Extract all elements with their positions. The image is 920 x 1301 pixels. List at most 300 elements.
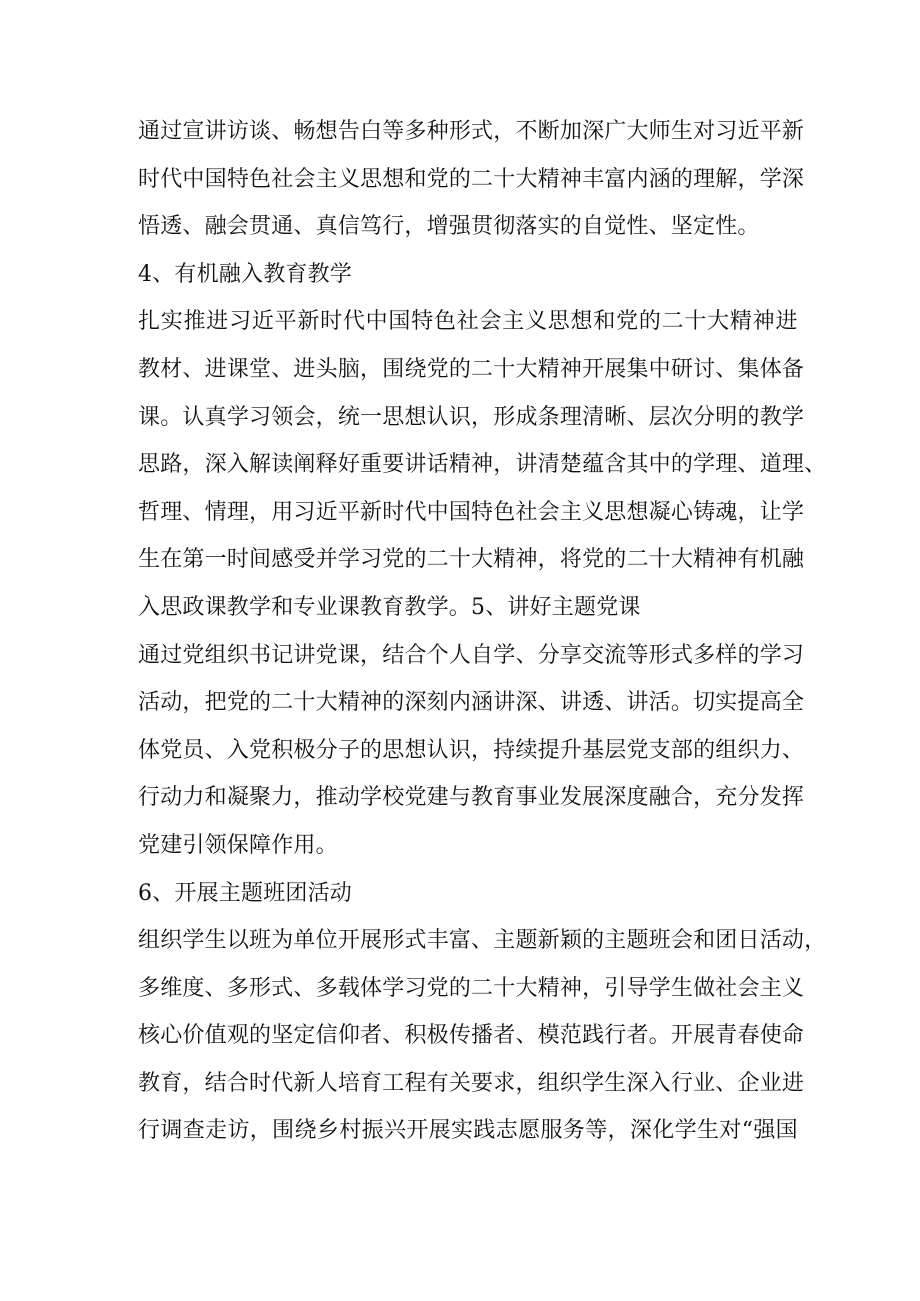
text-glyph: 领 bbox=[271, 404, 294, 430]
text-glyph: 涵 bbox=[471, 690, 494, 716]
text-glyph: 社 bbox=[456, 309, 479, 335]
text-glyph: 义 bbox=[525, 309, 548, 335]
text-glyph: 二 bbox=[471, 975, 494, 1001]
text-glyph: 时 bbox=[249, 1070, 272, 1096]
text-glyph: 释 bbox=[315, 452, 338, 478]
text-glyph: 业 bbox=[759, 1070, 782, 1096]
text-glyph: 教 bbox=[759, 404, 782, 430]
text-glyph: ， bbox=[182, 1070, 205, 1096]
text-glyph: 含 bbox=[604, 452, 627, 478]
text-glyph: 深 bbox=[515, 690, 538, 716]
text-glyph: 理 bbox=[226, 499, 250, 525]
text-glyph: 加 bbox=[559, 119, 583, 144]
text-glyph: 神 bbox=[360, 690, 383, 716]
text-glyph: 社 bbox=[515, 499, 538, 525]
text-glyph: 结 bbox=[204, 1070, 227, 1096]
text-glyph: 围 bbox=[382, 356, 405, 382]
text-glyph: 分 bbox=[537, 642, 560, 668]
text-glyph: 神 bbox=[559, 975, 583, 1001]
text-glyph: 的 bbox=[249, 690, 272, 716]
text-glyph: 多 bbox=[138, 975, 161, 1001]
text-glyph: 力 bbox=[759, 737, 782, 763]
text-glyph: 积 bbox=[404, 1023, 427, 1049]
text-glyph: 的 bbox=[249, 1023, 272, 1049]
text-glyph: 访 bbox=[227, 1118, 250, 1144]
text-glyph: 和 bbox=[404, 166, 427, 192]
text-glyph: 生 bbox=[138, 547, 161, 573]
text-glyph: 。 bbox=[648, 1023, 671, 1049]
text-glyph: 进 bbox=[781, 1070, 805, 1096]
text-glyph: 挥 bbox=[781, 785, 805, 811]
text-glyph: 颖 bbox=[559, 928, 583, 954]
text-glyph: 主 bbox=[604, 928, 627, 954]
text-glyph: 企 bbox=[737, 1070, 760, 1096]
text-glyph: 人 bbox=[448, 642, 472, 668]
text-glyph: 展 bbox=[360, 928, 383, 954]
text-glyph: 生 bbox=[696, 1118, 720, 1144]
text-glyph: 式 bbox=[404, 928, 427, 954]
text-glyph: 习 bbox=[781, 642, 805, 668]
text-glyph: 学 bbox=[674, 1118, 697, 1144]
text-glyph: 式 bbox=[670, 642, 694, 668]
text-glyph: 十 bbox=[493, 166, 516, 192]
text-glyph: 形 bbox=[448, 119, 472, 144]
text-glyph: 续 bbox=[515, 737, 538, 763]
text-glyph: 行 bbox=[138, 1118, 161, 1144]
text-glyph: 话 bbox=[426, 452, 449, 478]
text-glyph: 动 bbox=[160, 785, 183, 811]
text-glyph: 动 bbox=[781, 928, 805, 954]
text-glyph: ， bbox=[471, 404, 494, 430]
text-glyph: 铸 bbox=[693, 499, 716, 525]
text-glyph: 谈 bbox=[249, 119, 272, 144]
text-glyph: 入 bbox=[226, 452, 250, 478]
text-glyph: 查 bbox=[182, 1118, 205, 1144]
text-glyph: 会 bbox=[737, 975, 760, 1001]
text-glyph: 入 bbox=[648, 1070, 671, 1096]
text-glyph: 多 bbox=[226, 975, 250, 1001]
text-glyph: 宣 bbox=[182, 119, 205, 144]
text-glyph: 务 bbox=[562, 1118, 586, 1144]
text-glyph: 命 bbox=[781, 1023, 805, 1049]
text-glyph: 党 bbox=[315, 642, 338, 668]
text-glyph: 材 bbox=[160, 356, 183, 382]
text-glyph: 想 bbox=[626, 499, 649, 525]
text-glyph: 的 bbox=[360, 737, 383, 763]
text-glyph: 基 bbox=[582, 737, 605, 763]
text-glyph: 范 bbox=[559, 1023, 583, 1049]
text-line bbox=[138, 156, 805, 204]
text-glyph: 深 bbox=[604, 785, 627, 811]
text-glyph: 融 bbox=[781, 547, 805, 573]
text-glyph: 中 bbox=[365, 309, 388, 335]
text-glyph: 通 bbox=[138, 119, 161, 144]
text-glyph: 分 bbox=[737, 785, 760, 811]
text-glyph: 进 bbox=[775, 309, 798, 335]
text-glyph: 第 bbox=[182, 547, 205, 573]
text-glyph: 发 bbox=[559, 785, 583, 811]
text-glyph: 层 bbox=[604, 737, 627, 763]
text-glyph: 党 bbox=[182, 642, 205, 668]
text-glyph: 服 bbox=[540, 1118, 563, 1144]
text-glyph: 、 bbox=[515, 1023, 538, 1049]
text-glyph: 做 bbox=[693, 975, 716, 1001]
text-glyph: 实 bbox=[451, 1118, 474, 1144]
text-glyph: 课 bbox=[138, 404, 161, 430]
text-glyph: 员 bbox=[182, 737, 205, 763]
text-glyph: ， bbox=[737, 499, 760, 525]
text-glyph: 等 bbox=[382, 119, 405, 144]
text-glyph: 推 bbox=[183, 309, 206, 335]
text-glyph: 十 bbox=[293, 690, 316, 716]
text-glyph: 精 bbox=[493, 547, 516, 573]
text-glyph: 动 bbox=[160, 690, 183, 716]
text-glyph: 社 bbox=[715, 975, 738, 1001]
text-glyph: 和 bbox=[204, 785, 227, 811]
text-glyph: 切 bbox=[693, 690, 716, 716]
text-glyph: 展 bbox=[604, 356, 627, 382]
text-glyph: 过 bbox=[160, 642, 183, 668]
text-glyph: 形 bbox=[493, 404, 516, 430]
text-glyph: 色 bbox=[249, 166, 272, 192]
text-glyph: 心 bbox=[670, 499, 694, 525]
text-glyph: 组 bbox=[204, 642, 227, 668]
text-glyph: 等 bbox=[626, 642, 649, 668]
text-glyph: 教 bbox=[138, 1070, 161, 1096]
text-glyph: 精 bbox=[337, 690, 361, 716]
text-glyph: 认 bbox=[182, 404, 205, 430]
text-glyph: 多 bbox=[404, 119, 427, 144]
text-glyph: 学 bbox=[759, 166, 782, 192]
text-glyph: 、 bbox=[471, 928, 494, 954]
text-glyph: 代 bbox=[342, 309, 366, 335]
text-glyph: 时 bbox=[138, 166, 161, 192]
text-glyph: 传 bbox=[448, 1023, 472, 1049]
text-glyph: 国 bbox=[388, 309, 411, 335]
text-glyph: 代 bbox=[160, 166, 183, 192]
text-glyph: 形 bbox=[648, 642, 671, 668]
text-glyph: 高 bbox=[759, 690, 782, 716]
text-glyph: 思 bbox=[604, 499, 627, 525]
text-glyph: 次 bbox=[670, 404, 694, 430]
text-glyph: 合 bbox=[670, 785, 694, 811]
text-glyph: 刻 bbox=[426, 690, 449, 716]
text-glyph: 学 bbox=[360, 785, 383, 811]
text-glyph: 求 bbox=[493, 1070, 516, 1096]
text-glyph: 统 bbox=[337, 404, 361, 430]
text-glyph: 维 bbox=[160, 975, 183, 1001]
text-glyph: 清 bbox=[582, 404, 605, 430]
text-glyph: 认 bbox=[426, 404, 449, 430]
text-glyph: 学 bbox=[182, 928, 205, 954]
text-glyph: 会 bbox=[670, 928, 694, 954]
text-glyph: 工 bbox=[382, 1070, 405, 1096]
text-glyph: 特 bbox=[226, 166, 250, 192]
text-glyph: 进 bbox=[206, 309, 229, 335]
text-glyph: 丰 bbox=[582, 166, 605, 192]
text-glyph: 新 bbox=[781, 119, 805, 144]
text-glyph: ， bbox=[249, 1118, 272, 1144]
text-glyph: 近 bbox=[251, 309, 275, 335]
text-glyph: 代 bbox=[404, 499, 427, 525]
text-glyph: 织 bbox=[559, 1070, 583, 1096]
text-glyph: 生 bbox=[204, 928, 227, 954]
text-glyph: 大 bbox=[515, 166, 538, 192]
text-line bbox=[138, 394, 805, 442]
text-glyph: 的 bbox=[693, 737, 716, 763]
text-glyph: 春 bbox=[737, 1023, 760, 1049]
text-glyph: 近 bbox=[315, 499, 338, 525]
text-glyph: 受 bbox=[293, 547, 316, 573]
text-glyph: 学 bbox=[582, 1070, 605, 1096]
text-glyph: 一 bbox=[360, 404, 383, 430]
text-glyph: 明 bbox=[715, 404, 738, 430]
text-glyph: 、 bbox=[204, 737, 227, 763]
text-glyph: 一 bbox=[204, 547, 227, 573]
text-glyph: 十 bbox=[648, 547, 671, 573]
text-glyph: 力 bbox=[271, 785, 294, 811]
text-glyph: 的 bbox=[670, 452, 694, 478]
text-glyph: 大 bbox=[515, 356, 538, 382]
text-glyph: 思 bbox=[360, 166, 383, 192]
text-glyph: ， bbox=[360, 356, 383, 382]
text-glyph: 度 bbox=[182, 975, 205, 1001]
text-glyph: 让 bbox=[759, 499, 782, 525]
text-glyph: 代 bbox=[271, 1070, 294, 1096]
text-glyph: ， bbox=[493, 119, 516, 144]
text-glyph: 主 bbox=[559, 499, 583, 525]
text-glyph: 二 bbox=[271, 690, 294, 716]
text-line bbox=[138, 489, 805, 537]
text-glyph: 。 bbox=[160, 404, 183, 430]
text-glyph: 感 bbox=[271, 547, 294, 573]
text-glyph: 织 bbox=[160, 928, 183, 954]
text-glyph: 主 bbox=[315, 166, 338, 192]
text-glyph: 习 bbox=[715, 119, 738, 144]
text-glyph: 富 bbox=[448, 928, 472, 954]
text-glyph: 读 bbox=[271, 452, 294, 478]
text-glyph: ， bbox=[493, 452, 516, 478]
text-glyph: 、 bbox=[293, 975, 316, 1001]
text-glyph: 走 bbox=[205, 1118, 228, 1144]
text-glyph: 行 bbox=[604, 1023, 627, 1049]
text-glyph: 深 bbox=[582, 119, 605, 144]
text-glyph: ， bbox=[693, 785, 716, 811]
text-glyph: 理 bbox=[559, 404, 583, 430]
text-glyph: 、 bbox=[382, 1023, 405, 1049]
text-glyph: 团 bbox=[715, 928, 738, 954]
text-glyph: 识 bbox=[448, 404, 472, 430]
text-glyph: 的 bbox=[638, 309, 662, 335]
text-glyph: 解 bbox=[715, 166, 738, 192]
text-glyph: ， bbox=[537, 547, 560, 573]
text-glyph: 持 bbox=[493, 737, 516, 763]
text-glyph: 学 bbox=[337, 547, 361, 573]
text-glyph: 式 bbox=[271, 975, 294, 1001]
text-glyph: 讨 bbox=[693, 356, 716, 382]
text-glyph: 习 bbox=[360, 547, 383, 573]
text-glyph: 生 bbox=[670, 119, 694, 144]
text-glyph: 讲 bbox=[626, 690, 649, 716]
text-glyph: 的 bbox=[448, 356, 472, 382]
text-glyph: 部 bbox=[670, 737, 694, 763]
text-glyph: 十 bbox=[448, 547, 472, 573]
text-glyph: 道 bbox=[759, 452, 782, 478]
text-glyph: 载 bbox=[337, 975, 361, 1001]
text-glyph: 展 bbox=[693, 1023, 716, 1049]
text-glyph: 和 bbox=[693, 928, 716, 954]
text-glyph: 通 bbox=[138, 642, 161, 668]
text-glyph: 广 bbox=[604, 119, 627, 144]
text-glyph: ， bbox=[182, 452, 205, 478]
text-line: 党建引领保障作用。 bbox=[138, 832, 338, 858]
text-glyph: 义 bbox=[781, 975, 805, 1001]
text-glyph: 讲 bbox=[404, 452, 427, 478]
text-glyph: ， bbox=[293, 785, 316, 811]
text-glyph: 引 bbox=[604, 975, 627, 1001]
text-glyph: 理 bbox=[160, 499, 183, 525]
text-glyph: 位 bbox=[315, 928, 338, 954]
text-glyph: ， bbox=[737, 166, 760, 192]
text-glyph: 振 bbox=[361, 1118, 384, 1144]
text-glyph: 有 bbox=[737, 547, 760, 573]
text-glyph: 强 bbox=[753, 1118, 776, 1144]
text-glyph: 理 bbox=[715, 452, 738, 478]
text-glyph: 好 bbox=[337, 452, 361, 478]
text-glyph: 想 bbox=[570, 309, 593, 335]
text-glyph: 主 bbox=[759, 975, 782, 1001]
text-glyph: 脑 bbox=[337, 356, 361, 382]
text-glyph: 想 bbox=[315, 119, 338, 144]
text-glyph: 学 bbox=[781, 404, 805, 430]
text-glyph: 扎 bbox=[138, 309, 161, 335]
text-glyph: 中 bbox=[648, 356, 671, 382]
text-glyph: 主 bbox=[493, 928, 516, 954]
text-glyph: 并 bbox=[315, 547, 338, 573]
text-glyph: 开 bbox=[337, 928, 361, 954]
text-glyph: 育 bbox=[160, 1070, 183, 1096]
text-glyph: 享 bbox=[559, 642, 583, 668]
text-glyph: 阐 bbox=[293, 452, 316, 478]
text-glyph: 等 bbox=[585, 1118, 608, 1144]
text-glyph: 体 bbox=[138, 737, 161, 763]
text-glyph: 程 bbox=[404, 1070, 427, 1096]
text-glyph: 思 bbox=[382, 737, 405, 763]
text-glyph: 育 bbox=[360, 1070, 383, 1096]
text-glyph: 特 bbox=[411, 309, 434, 335]
text-glyph: 行 bbox=[670, 1070, 694, 1096]
text-glyph: 精 bbox=[693, 547, 716, 573]
text-glyph: 提 bbox=[537, 737, 560, 763]
text-glyph: 、 bbox=[626, 404, 649, 430]
text-glyph: 大 bbox=[515, 975, 538, 1001]
text-glyph: 学 bbox=[382, 975, 405, 1001]
text-glyph: 生 bbox=[670, 975, 694, 1001]
text-glyph: 模 bbox=[537, 1023, 560, 1049]
text-glyph: 合 bbox=[404, 642, 427, 668]
text-glyph: 事 bbox=[515, 785, 538, 811]
text-glyph: 展 bbox=[428, 1118, 451, 1144]
text-glyph: 色 bbox=[433, 309, 457, 335]
text-glyph: 时 bbox=[320, 309, 343, 335]
text-glyph: 深 bbox=[204, 452, 227, 478]
text-glyph: 发 bbox=[759, 785, 782, 811]
text-glyph: 绕 bbox=[294, 1118, 317, 1144]
text-glyph: 活 bbox=[648, 690, 671, 716]
text-glyph: 想 bbox=[404, 737, 427, 763]
text-glyph: 织 bbox=[226, 642, 250, 668]
text-line bbox=[138, 727, 805, 775]
text-glyph: 活 bbox=[138, 690, 161, 716]
text-glyph: 二 bbox=[471, 356, 494, 382]
text-glyph: 动 bbox=[337, 785, 361, 811]
text-glyph: 讲 bbox=[515, 452, 538, 478]
text-glyph: ， bbox=[515, 1070, 538, 1096]
text-glyph: 精 bbox=[537, 356, 560, 382]
text-glyph: 习 bbox=[404, 975, 427, 1001]
text-glyph: 党 bbox=[426, 166, 449, 192]
text-glyph: 新 bbox=[297, 309, 320, 335]
text-glyph: 神 bbox=[559, 166, 583, 192]
text-glyph: 实 bbox=[715, 690, 738, 716]
text-glyph: 机 bbox=[759, 547, 782, 573]
text-glyph: 神 bbox=[559, 356, 583, 382]
text-glyph: 业 bbox=[693, 1070, 716, 1096]
text-glyph: 体 bbox=[759, 356, 782, 382]
text-glyph: 习 bbox=[229, 309, 252, 335]
text-glyph: 平 bbox=[337, 499, 361, 525]
text-glyph: ， bbox=[471, 737, 494, 763]
text-glyph: 题 bbox=[626, 928, 649, 954]
text-glyph: 交 bbox=[582, 642, 605, 668]
text-glyph: 者 bbox=[493, 1023, 516, 1049]
text-glyph: 课 bbox=[337, 642, 361, 668]
text-glyph: 培 bbox=[337, 1070, 361, 1096]
text-glyph: 思 bbox=[138, 452, 161, 478]
text-glyph: 二 bbox=[626, 547, 649, 573]
text-glyph: 中 bbox=[426, 499, 449, 525]
text-glyph: 日 bbox=[737, 928, 760, 954]
text-glyph: 二 bbox=[661, 309, 684, 335]
text-glyph: 活 bbox=[759, 928, 782, 954]
text-glyph: 新 bbox=[360, 499, 383, 525]
text-glyph: 坚 bbox=[271, 1023, 294, 1049]
text-glyph: 认 bbox=[426, 737, 449, 763]
text-glyph: 十 bbox=[493, 356, 516, 382]
text-glyph: 思 bbox=[382, 404, 405, 430]
text-glyph: 的 bbox=[404, 547, 427, 573]
text-glyph: 内 bbox=[448, 690, 472, 716]
text-glyph: 涵 bbox=[648, 166, 671, 192]
text-glyph: 的 bbox=[448, 166, 472, 192]
text-glyph: 践 bbox=[582, 1023, 605, 1049]
text-glyph: 者 bbox=[360, 1023, 383, 1049]
text-glyph: 党 bbox=[404, 785, 427, 811]
text-glyph: 大 bbox=[626, 119, 649, 144]
text-glyph: 头 bbox=[315, 356, 338, 382]
text-glyph: 进 bbox=[293, 356, 316, 382]
text-glyph: 大 bbox=[670, 547, 694, 573]
text-glyph: 组 bbox=[138, 928, 161, 954]
text-glyph: 想 bbox=[404, 404, 427, 430]
text-glyph: 中 bbox=[182, 166, 205, 192]
text-glyph: 、 bbox=[715, 1070, 738, 1096]
text-glyph: 导 bbox=[626, 975, 649, 1001]
text-glyph: 学 bbox=[781, 499, 805, 525]
text-glyph: 、 bbox=[271, 356, 294, 382]
text-glyph: 与 bbox=[448, 785, 472, 811]
text-glyph: 路 bbox=[160, 452, 183, 478]
